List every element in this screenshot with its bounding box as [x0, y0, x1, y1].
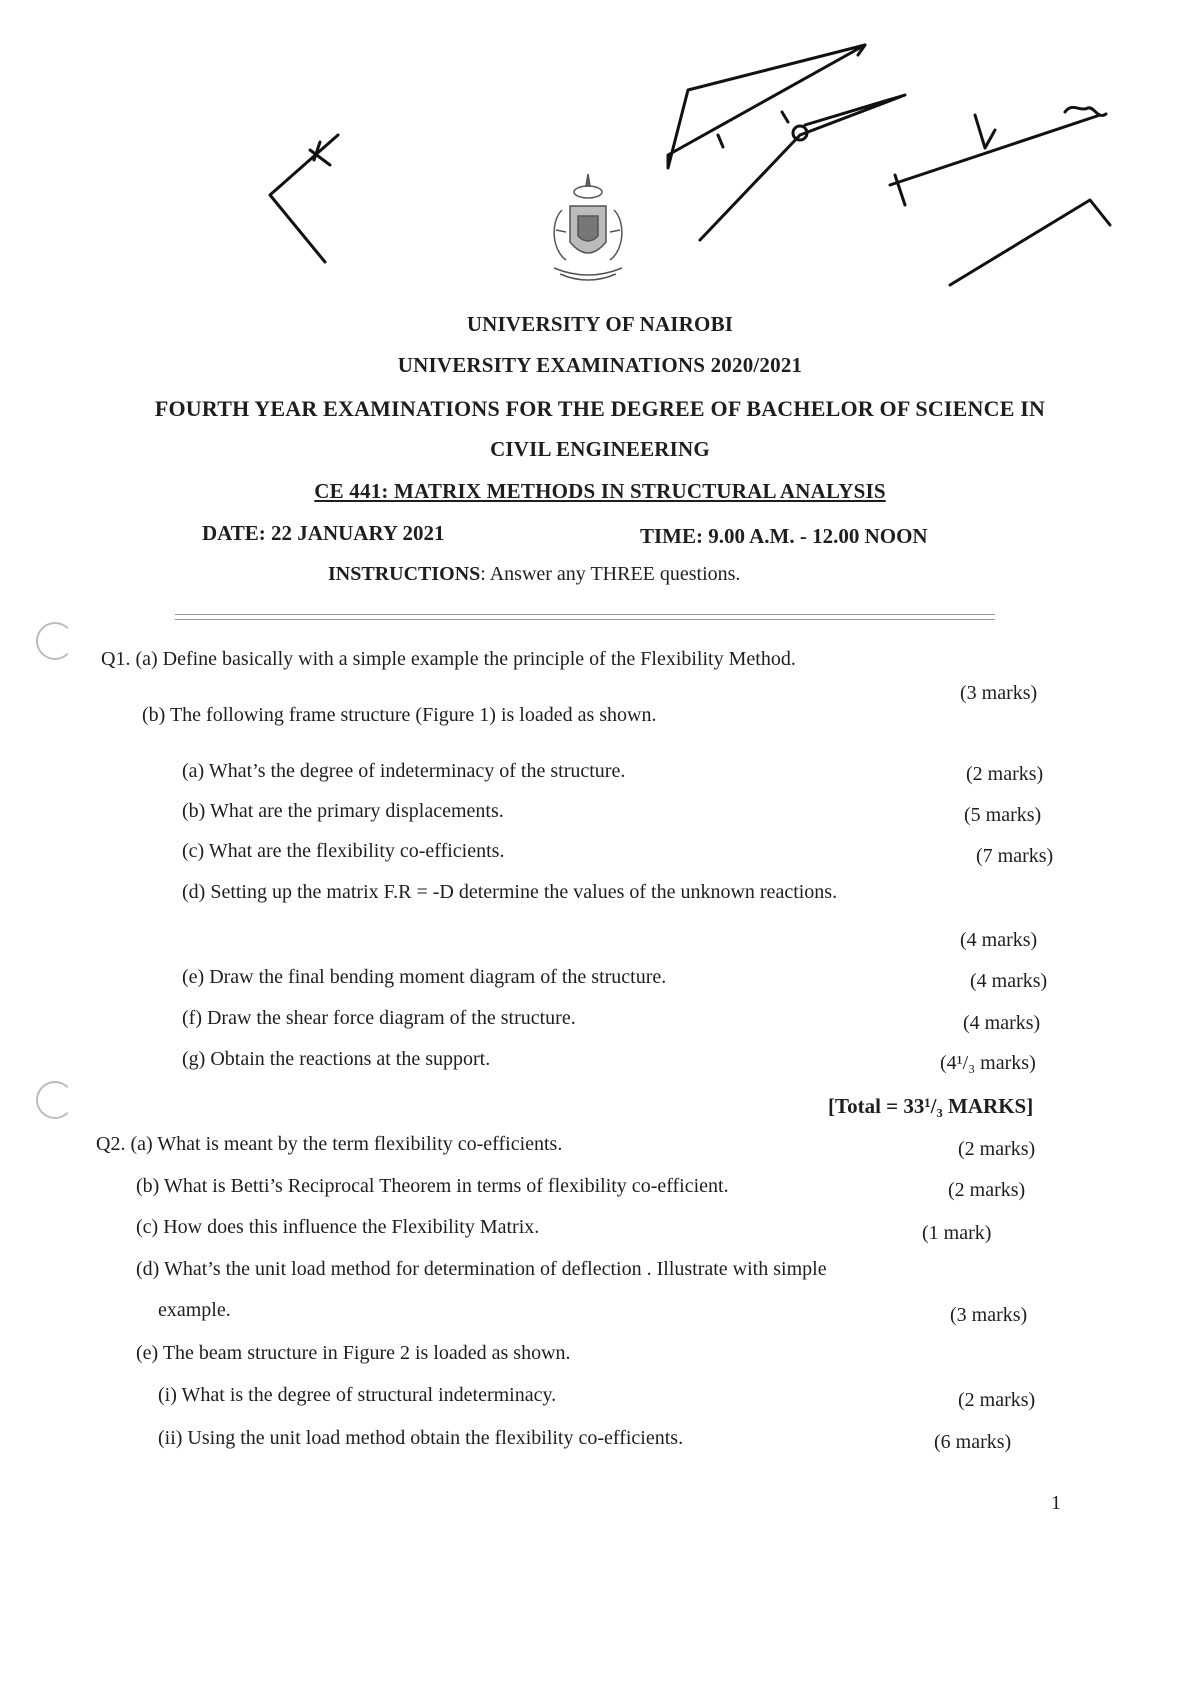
q1-subpart-g-marks: (4¹/₃ marks) [940, 1052, 1036, 1074]
punch-hole [36, 1081, 74, 1119]
page-number: 1 [1051, 1492, 1061, 1514]
q2-part-c-marks: (1 mark) [922, 1222, 992, 1244]
q2-part-b: (b) What is Betti’s Reciprocal Theorem in terms of flexibility co-efficient. [136, 1175, 729, 1197]
q1-subpart-g: (g) Obtain the reactions at the support. [182, 1048, 491, 1070]
university-name: UNIVERSITY OF NAIROBI [466, 312, 734, 336]
q2-part-e-i-marks: (2 marks) [958, 1389, 1036, 1411]
q2-part-e-ii: (ii) Using the unit load method obtain the flexibility co-efficients. [158, 1427, 684, 1449]
q1-subpart-d: (d) Setting up the matrix F.R = -D determine the values of the unknown reactions. [182, 881, 838, 903]
instructions-label: INSTRUCTIONS [328, 563, 481, 585]
exam-time: TIME: 9.00 A.M. - 12.00 NOON [640, 524, 928, 548]
instructions-text: : Answer any THREE questions. [480, 563, 741, 585]
degree-line-2: CIVIL ENGINEERING [490, 437, 710, 461]
q1-subpart-c: (c) What are the flexibility co-efficients. [182, 840, 505, 862]
q2-part-e-ii-marks: (6 marks) [934, 1431, 1012, 1453]
q2-part-a: Q2. (a) What is meant by the term flexibility co-efficients. [96, 1133, 563, 1155]
instructions [328, 563, 740, 586]
q1-subpart-a-marks: (2 marks) [966, 763, 1044, 785]
q1-subpart-c-marks: (7 marks) [976, 845, 1054, 867]
q2-part-e: (e) The beam structure in Figure 2 is loaded as shown. [136, 1342, 571, 1364]
q1-subpart-e-marks: (4 marks) [970, 970, 1048, 992]
q1-part-a-marks: (3 marks) [960, 682, 1038, 704]
q2-part-a-marks: (2 marks) [958, 1138, 1036, 1160]
q1-subpart-b-marks: (5 marks) [964, 804, 1042, 826]
q1-subpart-f: (f) Draw the shear force diagram of the structure. [182, 1007, 576, 1029]
q2-part-d-marks: (3 marks) [950, 1304, 1028, 1326]
divider-line [175, 619, 995, 620]
divider-line [175, 614, 995, 615]
q1-subpart-a: (a) What’s the degree of indeterminacy of the structure. [182, 760, 626, 782]
q2-part-e-i: (i) What is the degree of structural indeterminacy. [158, 1384, 557, 1406]
q1-total: [Total = 33¹/₃ MARKS] [828, 1094, 1034, 1118]
course-title: CE 441: MATRIX METHODS IN STRUCTURAL ANALYSIS [314, 479, 886, 503]
q1-subpart-e: (e) Draw the final bending moment diagram of the structure. [182, 966, 667, 988]
q2-part-c: (c) How does this influence the Flexibility Matrix. [136, 1216, 540, 1238]
exam-date: DATE: 22 JANUARY 2021 [202, 521, 445, 545]
degree-line-1: FOURTH YEAR EXAMINATIONS FOR THE DEGREE OF BACHELOR OF SCIENCE IN [154, 396, 1046, 421]
q1-part-a: Q1. (a) Define basically with a simple example the principle of the Flexibility Method. [101, 648, 796, 670]
q2-part-b-marks: (2 marks) [948, 1179, 1026, 1201]
q1-subpart-d-marks: (4 marks) [960, 929, 1038, 951]
university-crest-icon [540, 172, 636, 290]
q2-part-d-continued: example. [158, 1299, 231, 1321]
punch-hole [36, 622, 74, 660]
q2-part-d: (d) What’s the unit load method for determination of deflection . Illustrate with simple [136, 1258, 827, 1280]
exam-session: UNIVERSITY EXAMINATIONS 2020/2021 [397, 353, 803, 377]
q1-subpart-f-marks: (4 marks) [963, 1012, 1041, 1034]
q1-subpart-b: (b) What are the primary displacements. [182, 800, 504, 822]
q1-part-b: (b) The following frame structure (Figure 1) is loaded as shown. [142, 704, 657, 726]
